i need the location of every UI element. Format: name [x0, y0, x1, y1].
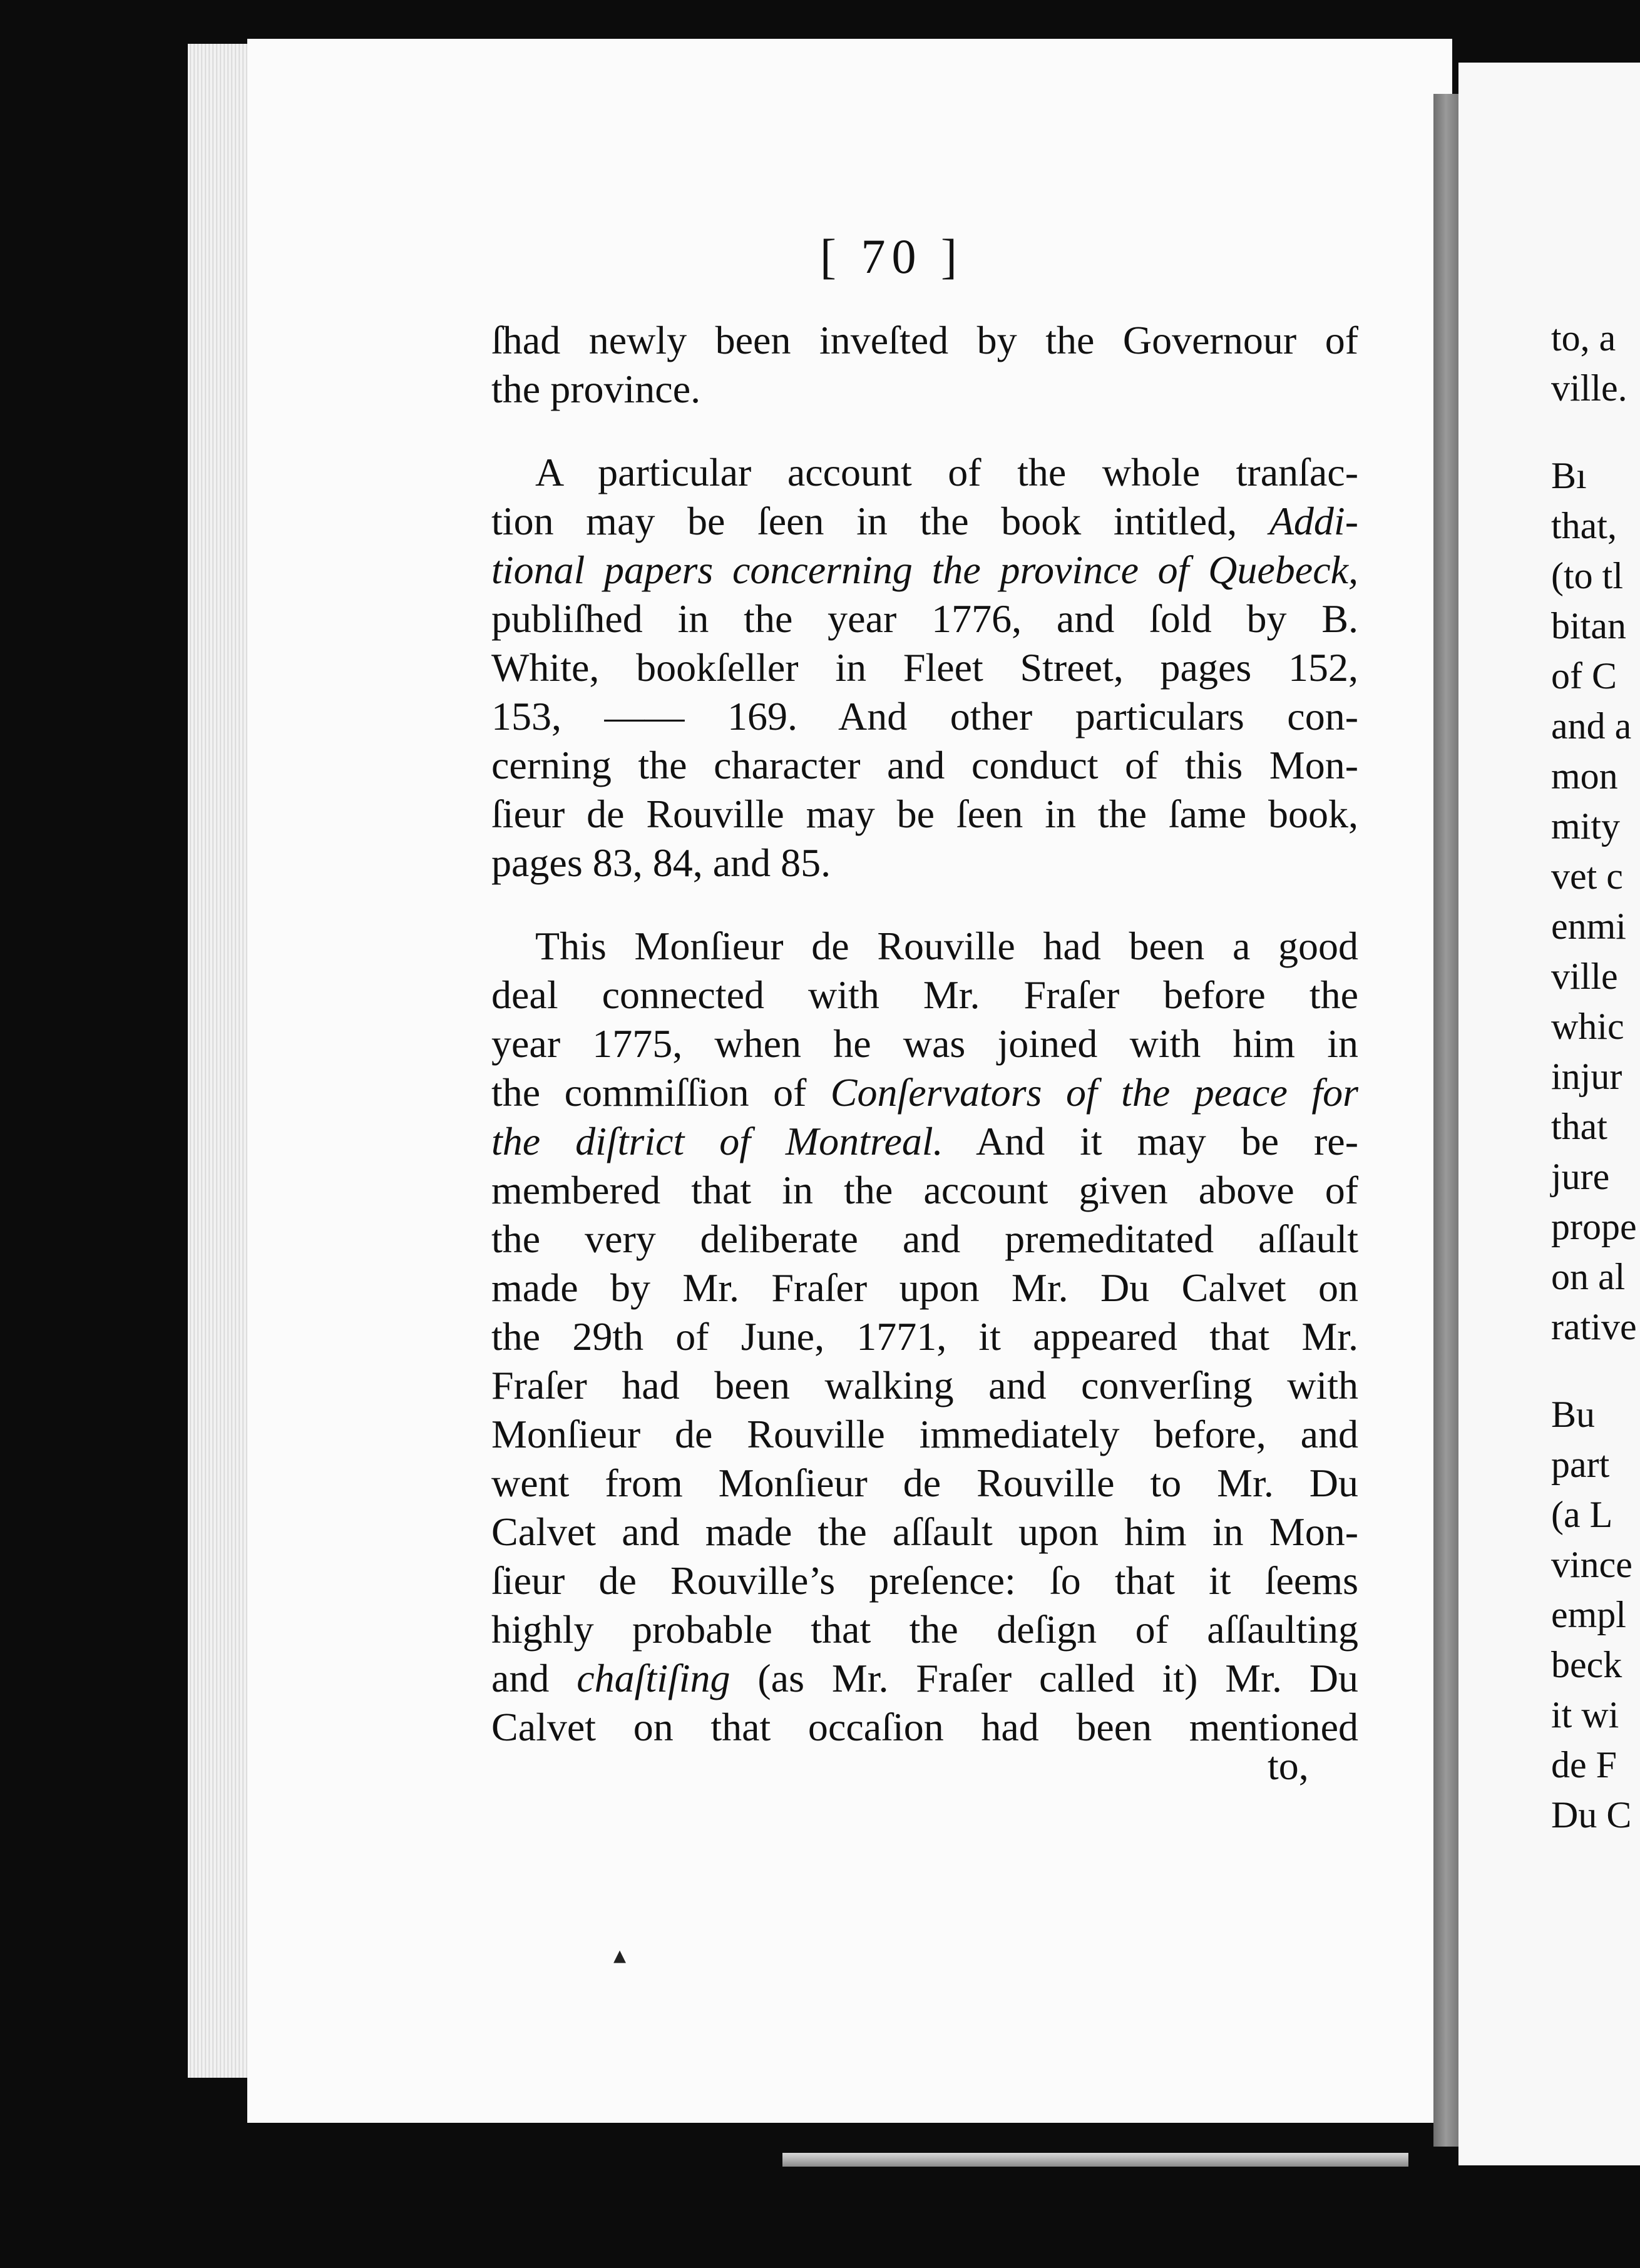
- text-run: And it may be re-: [943, 1119, 1358, 1163]
- text-run: 153, —— 169. And other particulars con-: [491, 694, 1358, 738]
- next-page-line: part: [1551, 1444, 1610, 1485]
- next-page-line: to, a: [1551, 317, 1616, 359]
- text-line: [491, 497, 1358, 546]
- text-line: [491, 1459, 1358, 1508]
- italic-text-run: tional papers concerning the province of Quebeck,: [491, 548, 1358, 592]
- text-run: ſhad newly been inveſted by the Governour of: [491, 318, 1358, 362]
- next-page-line: vet c: [1551, 856, 1623, 897]
- text-line: [491, 1556, 1358, 1605]
- text-line: [491, 1068, 1358, 1117]
- next-page-line: on al: [1551, 1256, 1626, 1297]
- text-line: [491, 971, 1358, 1019]
- next-page-line: jure: [1551, 1156, 1610, 1197]
- next-page-line: vince: [1551, 1544, 1632, 1585]
- text-line: [535, 448, 1358, 497]
- text-line: [491, 1703, 1358, 1752]
- text-run: Calvet and made the aſſault upon him in Mon-: [491, 1509, 1358, 1554]
- text-run: the commiſſion of: [491, 1070, 831, 1115]
- text-line: [491, 1605, 1358, 1654]
- text-line: [491, 1410, 1358, 1459]
- next-page-line: Bı: [1551, 455, 1587, 496]
- text-line: [491, 1117, 1358, 1166]
- text-line: [491, 790, 1358, 839]
- next-page-line: that: [1551, 1106, 1607, 1147]
- ink-speck: ▴: [613, 1941, 627, 1969]
- text-run: highly probable that the deſign of aſſaulting: [491, 1607, 1358, 1652]
- italic-text-run: chaſtiſing: [577, 1656, 730, 1700]
- italic-text-run: the diſtrict of Montreal.: [491, 1119, 943, 1163]
- next-page-line: of C: [1551, 655, 1617, 697]
- text-run: made by Mr. Fraſer upon Mr. Du Calvet on: [491, 1265, 1358, 1310]
- text-line: [491, 546, 1358, 595]
- next-page-line: empl: [1551, 1594, 1626, 1635]
- text-run: A particular account of the whole tranſac-: [535, 450, 1358, 494]
- next-page-line: and a: [1551, 705, 1632, 747]
- catchword: to,: [1268, 1744, 1309, 1788]
- next-page-line: rative: [1551, 1306, 1637, 1347]
- next-page-line: it wi: [1551, 1694, 1619, 1735]
- next-page-line: prope: [1551, 1206, 1637, 1247]
- text-line: [491, 741, 1358, 790]
- italic-text-run: Addi-: [1269, 499, 1358, 543]
- text-line: [491, 316, 1358, 365]
- text-run: the 29th of June, 1771, it appeared that Mr.: [491, 1314, 1358, 1359]
- next-page-line: (a L: [1551, 1494, 1613, 1535]
- next-page-line: enmi: [1551, 906, 1626, 947]
- text-run: Fraſer had been walking and converſing with: [491, 1363, 1358, 1407]
- text-run: This Monſieur de Rouville had been a good: [535, 924, 1358, 968]
- text-line: [491, 1264, 1358, 1312]
- next-page-line: beck: [1551, 1644, 1622, 1685]
- text-line: [491, 1361, 1358, 1410]
- text-run: White, bookſeller in Fleet Street, pages 152,: [491, 645, 1358, 690]
- text-run: the province.: [491, 367, 701, 411]
- text-run: and: [491, 1656, 577, 1700]
- text-run: (as Mr. Fraſer called it) Mr. Du: [730, 1656, 1358, 1700]
- text-run: cerning the character and conduct of this Mon-: [491, 743, 1358, 787]
- text-run: Monſieur de Rouville immediately before, and: [491, 1412, 1358, 1456]
- next-page-line: de F: [1551, 1744, 1617, 1785]
- text-line: [491, 1654, 1358, 1703]
- next-page-line: ville: [1551, 956, 1618, 997]
- text-line: [491, 1166, 1358, 1215]
- text-line: [491, 643, 1358, 692]
- next-page-line: bitan: [1551, 605, 1626, 646]
- text-run: year 1775, when he was joined with him in: [491, 1021, 1358, 1066]
- next-page-line: Bu: [1551, 1394, 1596, 1435]
- text-line: [535, 922, 1358, 971]
- page-bottom-shadow: [782, 2153, 1408, 2167]
- text-run: Calvet on that occaſion had been mentioned: [491, 1705, 1358, 1749]
- text-run: ſieur de Rouville’s preſence: ſo that it ſeems: [491, 1558, 1358, 1603]
- next-page-line: (to tl: [1551, 555, 1623, 596]
- italic-text-run: Conſervators of the peace for: [830, 1070, 1358, 1115]
- text-line: [491, 365, 1358, 414]
- next-page-line: Du C: [1551, 1794, 1632, 1836]
- next-page-line: whic: [1551, 1006, 1624, 1047]
- next-page-line: mon: [1551, 755, 1618, 797]
- text-run: tion may be ſeen in the book intitled,: [491, 499, 1269, 543]
- next-page-line: that,: [1551, 505, 1617, 546]
- text-line: [491, 595, 1358, 643]
- text-line: [491, 1508, 1358, 1556]
- text-line: [491, 839, 1358, 887]
- text-run: went from Monſieur de Rouville to Mr. Du: [491, 1461, 1358, 1505]
- text-run: deal connected with Mr. Fraſer before the: [491, 973, 1358, 1017]
- text-run: ſieur de Rouville may be ſeen in the ſame book,: [491, 792, 1358, 836]
- page-number: [ 70 ]: [820, 229, 963, 284]
- gutter-shadow: [1433, 94, 1458, 2147]
- text-line: [491, 692, 1358, 741]
- text-run: publiſhed in the year 1776, and ſold by B.: [491, 596, 1358, 641]
- text-line: [491, 1019, 1358, 1068]
- page-stack-edge: [188, 44, 257, 2078]
- text-run: membered that in the account given above of: [491, 1168, 1358, 1212]
- text-line: [491, 1215, 1358, 1264]
- text-run: the very deliberate and premeditated aſſault: [491, 1217, 1358, 1261]
- next-page-line: mity: [1551, 805, 1621, 847]
- next-page-line: injur: [1551, 1056, 1622, 1097]
- next-page-line: ville.: [1551, 367, 1627, 409]
- text-run: pages 83, 84, and 85.: [491, 840, 831, 885]
- text-line: [491, 1312, 1358, 1361]
